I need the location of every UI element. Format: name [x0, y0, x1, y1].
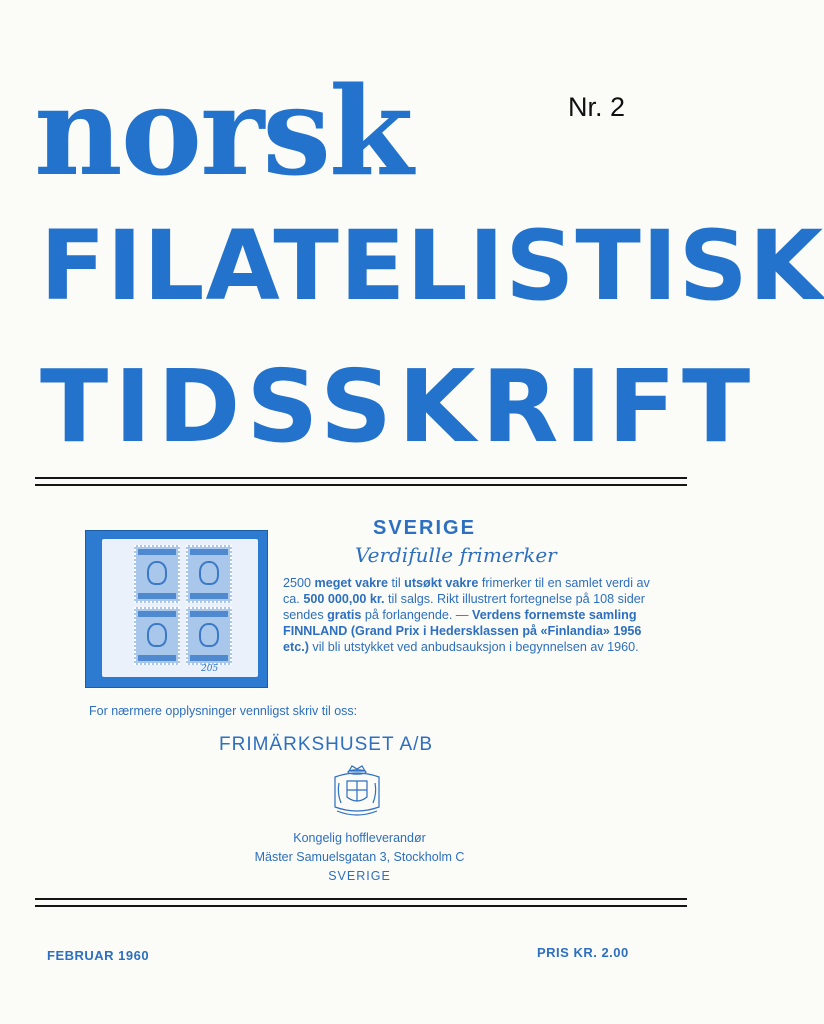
ad-contact-line: For nærmere opplysninger vennligst skriv til oss:: [89, 704, 358, 718]
stamp-sheet: [102, 539, 258, 677]
ad-body-part: til: [388, 576, 405, 590]
ad-body-part: 2500: [283, 576, 315, 590]
crest-icon: [147, 561, 167, 585]
ad-body-text: [283, 575, 663, 655]
issue-price: PRIS KR. 2.00: [537, 945, 629, 960]
stamp-bottom-band: [138, 655, 176, 661]
masthead-title-filatelistisk: FILATELISTISK: [40, 210, 824, 322]
divider-rule-bottom-1: [35, 898, 687, 900]
ad-heading: SVERIGE: [373, 517, 476, 539]
ad-body-part: på forlangende. —: [361, 608, 473, 622]
issue-number: Nr. 2: [568, 92, 626, 122]
stamp: [134, 545, 180, 603]
stamp: [134, 607, 180, 665]
stamp-top-band: [138, 549, 176, 555]
stamp-top-band: [190, 549, 228, 555]
masthead-title-tidsskrift: TIDSSKRIFT: [40, 348, 757, 465]
ad-body-emphasis: Verdens fornemste samling FINNLAND (Grand Prix i Hedersklassen på «Finlandia» 1956 etc.): [283, 608, 642, 654]
coat-of-arms-icon: [325, 763, 389, 821]
ad-body-part: vil bli utstykket ved anbudsauksjon i begynnelsen av 1960.: [308, 640, 639, 654]
ad-body-part: til salgs. Rikt illustrert fortegnelse på 108 sider sendes: [283, 592, 645, 622]
stamp-top-band: [190, 611, 228, 617]
address-line-1: Kongelig hoffleverandør: [293, 831, 426, 845]
crest-icon: [147, 623, 167, 647]
ad-body-emphasis: utsøkt vakre: [404, 576, 479, 590]
ad-subheading: Verdifulle frimerker: [355, 543, 557, 567]
ad-body-part: frimerker til en samlet verdi av ca.: [283, 576, 650, 606]
stamp-bottom-band: [190, 593, 228, 599]
crest-icon: [199, 623, 219, 647]
stamp-bottom-band: [190, 655, 228, 661]
ad-body-emphasis: meget vakre: [314, 576, 389, 590]
stamp-bottom-band: [138, 593, 176, 599]
stamp-top-band: [138, 611, 176, 617]
masthead-title-norsk: norsk: [34, 59, 412, 203]
issue-date: FEBRUAR 1960: [47, 948, 150, 963]
ad-company-name: FRIMÄRKSHUSET A/B: [219, 734, 434, 755]
crest-icon: [199, 561, 219, 585]
ad-body-emphasis: 500 000,00 kr.: [303, 592, 385, 606]
stamp-block-image: [85, 530, 268, 688]
divider-rule-bottom-2: [35, 905, 687, 907]
ad-body-emphasis: gratis: [327, 608, 362, 622]
stamp: [186, 607, 232, 665]
address-line-2: Mäster Samuelsgatan 3, Stockholm C: [254, 850, 465, 864]
address-line-3: SVERIGE: [328, 869, 391, 883]
divider-rule-top-1: [35, 477, 687, 479]
stamp: [186, 545, 232, 603]
stamp-sheet-mark: 205: [201, 664, 219, 674]
divider-rule-top-2: [35, 484, 687, 486]
